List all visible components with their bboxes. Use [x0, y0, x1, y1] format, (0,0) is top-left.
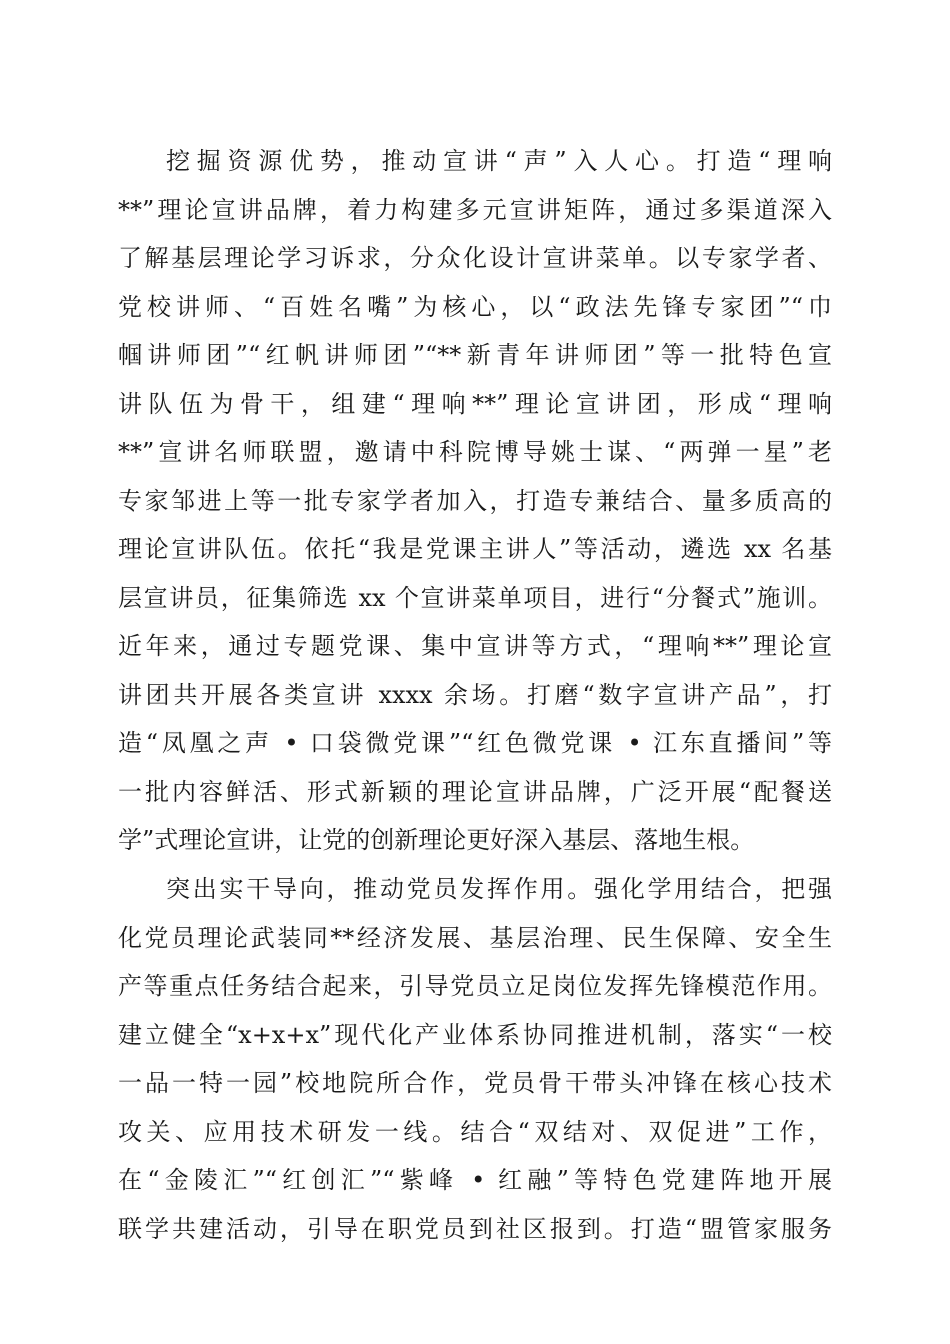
paragraph-line: 联学共建活动，引导在职党员到社区报到。打造“盟管家服务	[118, 1214, 832, 1243]
paragraph-line: 一品一特一园”校地院所合作，党员骨干带头冲锋在核心技术	[118, 1069, 832, 1097]
paragraph-line: 专家邹进上等一批专家学者加入，打造专兼结合、量多质高的	[118, 486, 832, 515]
paragraph-line: 党校讲师、“百姓名嘴”为核心，以“政法先锋专家团”“巾	[118, 292, 832, 321]
paragraph-line: **”理论宣讲品牌，着力构建多元宣讲矩阵，通过多渠道深入	[118, 195, 832, 224]
paragraph-line: 建立健全“x+x+x”现代化产业体系协同推进机制，落实“一校	[118, 1020, 832, 1049]
paragraph-line: 层宣讲员，征集筛选 xx 个宣讲菜单项目，进行“分餐式”施训。	[118, 583, 832, 612]
paragraph-1	[118, 137, 832, 865]
paragraph-line: 讲队伍为骨干，组建“理响**”理论宣讲团，形成“理响	[118, 389, 832, 418]
paragraph-line: 一批内容鲜活、形式新颖的理论宣讲品牌，广泛开展“配餐送	[118, 777, 832, 806]
paragraph-2	[118, 865, 832, 1253]
paragraph-line: 理论宣讲队伍。依托“我是党课主讲人”等活动，遴选 xx 名基	[118, 535, 832, 563]
paragraph-line: 在“金陵汇”“红创汇”“紫峰 • 红融”等特色党建阵地开展	[118, 1166, 832, 1194]
paragraph-line: 讲团共开展各类宣讲 xxxx 余场。打磨“数字宣讲产品”，打	[118, 680, 832, 709]
paragraph-line: 近年来，通过专题党课、集中宣讲等方式，“理响**”理论宣	[118, 632, 832, 660]
paragraph-line: 学”式理论宣讲，让党的创新理论更好深入基层、落地生根。	[118, 826, 755, 854]
paragraph-line: **”宣讲名师联盟，邀请中科院博导姚士谋、“两弹一星”老	[118, 438, 832, 466]
paragraph-line: 造“凤凰之声 • 口袋微党课”“红色微党课 • 江东直播间”等	[118, 729, 832, 757]
paragraph-line: 攻关、应用技术研发一线。结合“双结对、双促进”工作，	[118, 1117, 832, 1146]
paragraph-line: 挖掘资源优势，推动宣讲“声”入人心。打造“理响	[166, 147, 832, 175]
paragraph-line: 了解基层理论学习诉求，分众化设计宣讲菜单。以专家学者、	[118, 244, 832, 272]
paragraph-line: 帼讲师团”“红帆讲师团”“**新青年讲师团”等一批特色宣	[118, 341, 832, 369]
paragraph-line: 化党员理论武装同**经济发展、基层治理、民生保障、安全生	[118, 923, 832, 952]
paragraph-line: 突出实干导向，推动党员发挥作用。强化学用结合，把强	[166, 875, 832, 903]
paragraph-line: 产等重点任务结合起来，引导党员立足岗位发挥先锋模范作用。	[118, 972, 832, 1000]
